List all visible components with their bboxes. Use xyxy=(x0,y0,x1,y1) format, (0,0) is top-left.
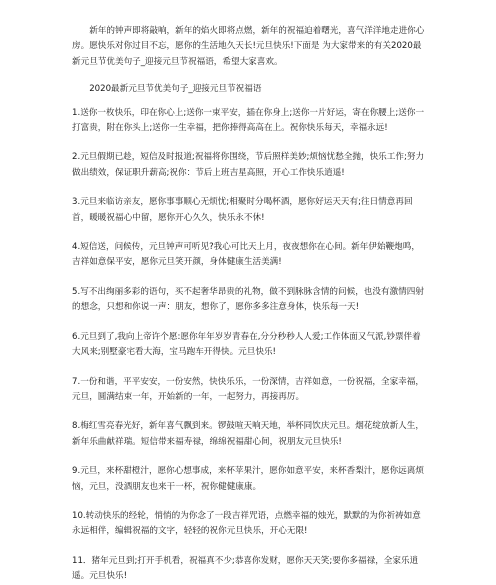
list-item: 6.元旦到了,我向上帝许个愿:愿你年年岁岁青春在,分分秒秒人人爱;工作体面又气派,钞票伴着大风来;别墅豪宅看大海，宝马跑车开得快。元旦快乐! xyxy=(72,331,421,358)
article-heading: 2020最新元旦节优美句子_迎接元旦节祝福语 xyxy=(89,84,262,95)
list-item: 4.短信送，问候传，元旦钟声可听见?我心可比天上月，夜夜想你在心间。新年伊始鞭炮鸣，吉祥如意保平安，愿你元旦笑开颜，身体健康生活美满! xyxy=(72,242,420,268)
list-item: 3.元旦来临访亲友，愿你事事顺心无烦忧;相聚时分喝杯酒，愿你好运天天有;往日情意再回首，暖暖祝福心中留，愿你开心久久，快乐永不休! xyxy=(72,197,413,223)
list-item: 9.元旦，来杯甜橙汁，愿你心想事成，来杯苹果汁，愿你如意平安，来杯香梨汁，愿你远离烦恼，元旦，没酒朋友也来干一杯，祝你健健康康。 xyxy=(72,466,424,492)
list-item: 1.送你一枚快乐，印在你心上;送你一束平安，插在你身上;送你一片好运，寄在你腰上;送你一打富贵，附在你头上;送你一生幸福，把你捧得高高在上。祝你快乐每天，幸福永远! xyxy=(72,107,425,134)
list-item: 7.一份和谐，平平安安，一份安然，快快乐乐，一份深情，吉祥如意，一份祝福，全家幸福，元旦，圆满结束一年，开始新的一年，一起努力，再接再厉。 xyxy=(72,376,424,402)
list-item: 5.写不出绚丽多彩的语句，买不起奢华昂贵的礼物，做不到脉脉含情的问候，也没有激情四射的想念，只想和你说一声：朋友，想你了，愿你多多注意身体，快乐每一天! xyxy=(72,286,424,313)
article-intro: 新年的钟声即将敲响，新年的焰火即将点燃，新年的祝福迫着曙光，喜气洋洋地走进你心房。愿快乐对你过目不忘，愿你的生活地久天长!元旦快乐!下面是 为大家带来的有关2020最新元旦节优美句子_迎接元旦节祝福语，希望大家喜欢。 xyxy=(72,26,425,67)
list-item: 8.梅红雪亮春光好，新年喜气飘到来。锣鼓喧天响天地，举杯同饮庆元旦。烟花绽放新人生，新年乐曲献祥瑞。短信带来福寿禄，绵绵祝福甜心间，祝朋友元旦快乐! xyxy=(72,421,424,447)
list-item: 2.元旦假期已趁，短信及时报道;祝福将你围绕，节后照样美妙;烦恼忧愁全抛，快乐工作;努力做出绩效，保证职升薪高;祝你：节后上班吉星高照，开心工作快乐逍遥! xyxy=(72,152,425,178)
list-item: 11．猪年元旦到;打开手机看，祝福真不少;恭喜你发财，愿你天天笑;要你多福禄，全家乐逍遥。元旦快乐! xyxy=(72,555,419,582)
list-item: 10.转动快乐的经轮，悄悄的为你念了一段吉祥咒语，点燃幸福的烛光，默默的为你祈祷如意永远相伴，编辑祝福的文字，轻轻的祝你元旦快乐，开心无限! xyxy=(72,510,421,537)
